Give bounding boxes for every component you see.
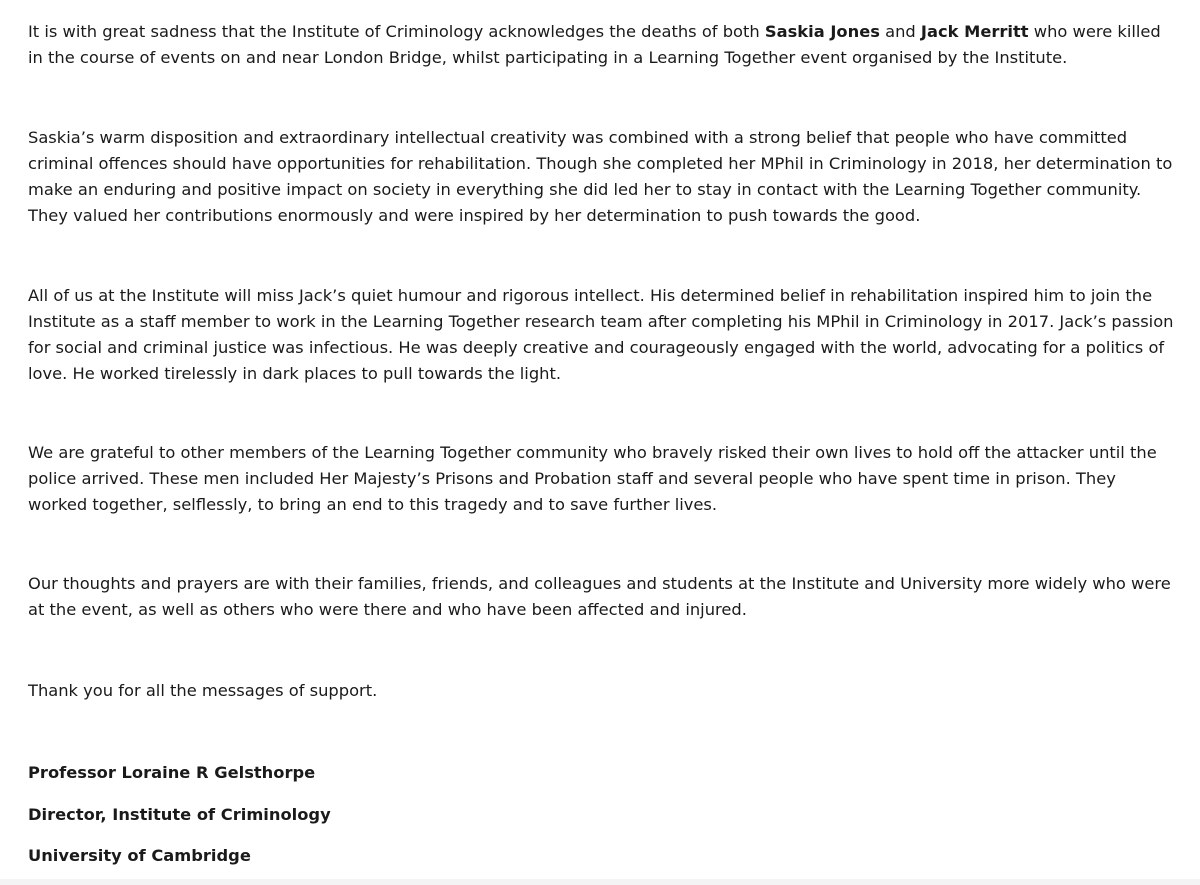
victim-name-jack: Jack Merritt (920, 22, 1029, 41)
intro-text-between: and (879, 22, 921, 41)
intro-paragraph (28, 19, 1178, 71)
jack-paragraph: All of us at the Institute will miss Jack’s quiet humour and rigorous intellect. His determined belief in rehabilitation inspired him to join the Institute as a staff member to work in the Learning Together research team after completing his MPhil in Criminology in 2017. Jack’s passion for social and criminal justice was infectious. He was deeply creative and courageously engaged with the world, advocating for a politics of love. He worked tirelessly in dark places to pull towards the light. (28, 286, 1174, 383)
intro-text-after: who were killed in the course of events on and near London Bridge, whilst participating in a Learning Together event organised by the Institute. (28, 22, 1161, 67)
intro-text-before: It is with great sadness that the Institute of Criminology acknowledges the deaths of both (28, 22, 765, 41)
signature-university: University of Cambridge (28, 846, 251, 865)
grateful-paragraph: We are grateful to other members of the Learning Together community who bravely risked their own lives to hold off the attacker until the police arrived. These men included Her Majesty’s Prisons and Probation staff and several people who have spent time in prison. They worked together, selflessly, to bring an end to this tragedy and to save further lives. (28, 443, 1157, 514)
page-bottom-edge (0, 879, 1200, 885)
victim-name-saskia: Saskia Jones (764, 22, 880, 41)
saskia-paragraph: Saskia’s warm disposition and extraordinary intellectual creativity was combined with a strong belief that people who have committed criminal offences should have opportunities for rehabilitation. Though she completed her MPhil in Criminology in 2018, her determination to make an enduring and positive impact on society in everything she did led her to stay in contact with the Learning Together community. They valued her contributions enormously and were inspired by her determination to push towards the good. (28, 128, 1178, 225)
signature-name: Professor Loraine R Gelsthorpe (28, 763, 316, 782)
thanks-paragraph: Thank you for all the messages of support. (28, 681, 378, 700)
thoughts-paragraph: Our thoughts and prayers are with their families, friends, and colleagues and students at the Institute and University more widely who were at the event, as well as others who were there and who have been affected and injured. (28, 574, 1171, 619)
signature-title: Director, Institute of Criminology (28, 805, 331, 824)
